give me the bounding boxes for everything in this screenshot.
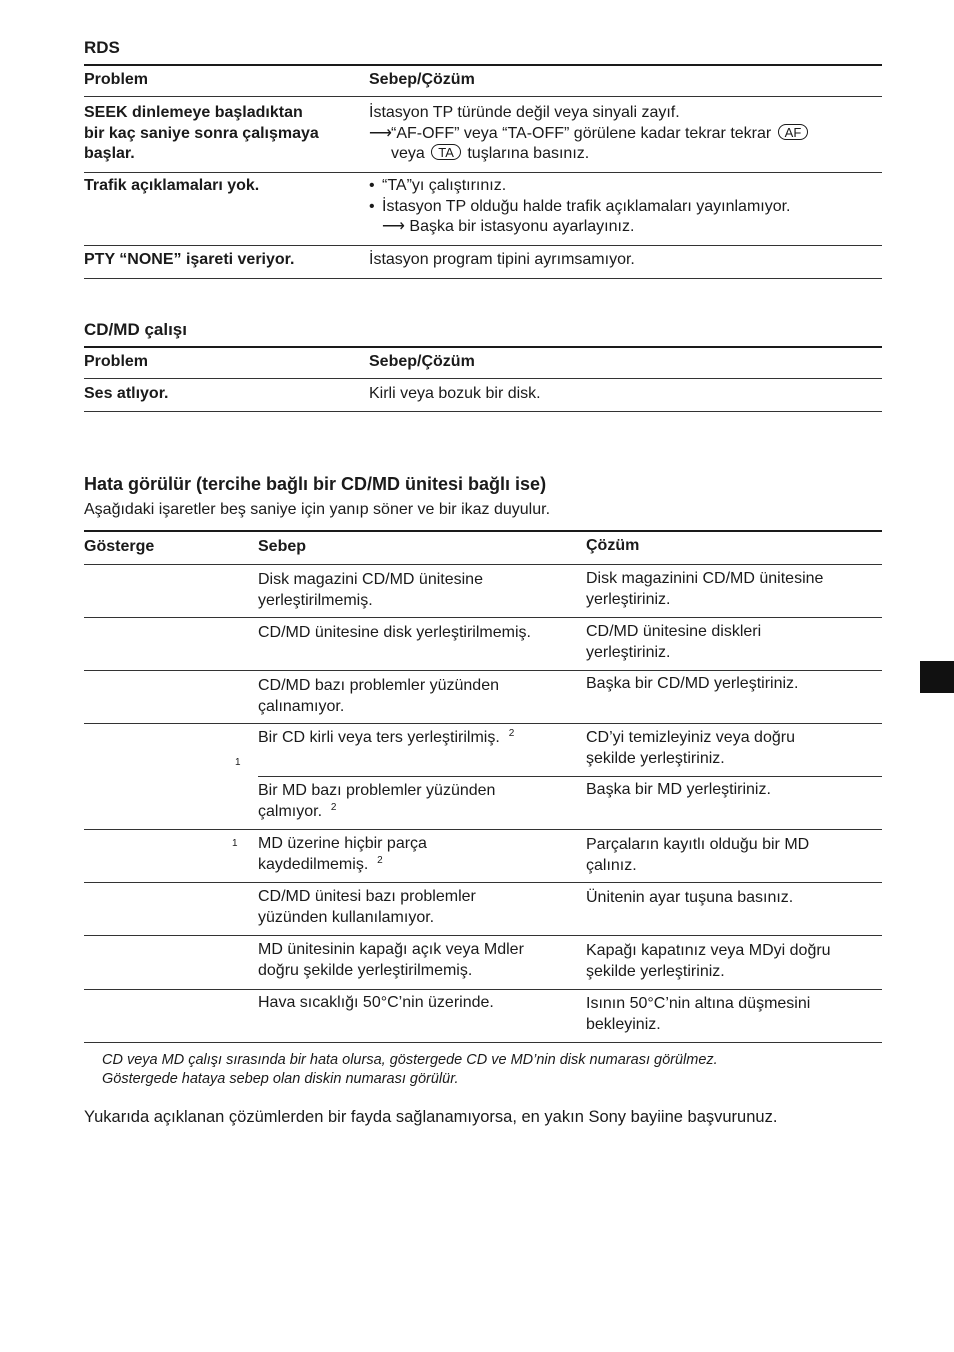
error-cause-line: CD/MD bazı problemler yüzünden <box>258 677 499 694</box>
footnote-2: Göstergede hataya sebep olan diskin numarası görülür. <box>102 1070 459 1087</box>
rds-row2-solution-text: Başka bir istasyonu ayarlayınız. <box>409 218 635 235</box>
error-solution: Ünitenin ayar tuşuna basınız. <box>586 889 794 906</box>
bullet-item <box>369 176 884 197</box>
footnote-marker: 1 <box>235 757 241 768</box>
rds-row1-solution-text: tuşlarına basınız. <box>467 145 590 162</box>
rds-section-title: RDS <box>84 38 120 57</box>
error-solution-line: Parçaların kayıtlı olduğu bir MD <box>586 836 810 853</box>
error-cause-line: çalmıyor. <box>258 802 323 820</box>
error-cause <box>258 940 524 981</box>
rds-row2-solution-line <box>369 217 884 238</box>
error-solution: Başka bir CD/MD yerleştiriniz. <box>586 675 799 692</box>
arrow-icon: ⟶ <box>382 218 405 235</box>
row-divider <box>84 829 882 830</box>
footnote <box>102 1051 718 1088</box>
error-solution-line: CD’yi temizleyiniz veya doğru <box>586 729 795 746</box>
error-cause <box>258 781 495 822</box>
rds-row1-problem <box>84 103 364 165</box>
rds-row2-cause <box>369 176 884 238</box>
bullet-icon: • <box>369 197 375 215</box>
af-key-icon: AF <box>778 124 809 140</box>
error-solution-line: Kapağı kapatınız veya MDyi doğru <box>586 942 831 959</box>
row-divider <box>84 670 882 671</box>
rds-row1-solution-text: veya <box>391 145 425 162</box>
rds-row1-cause-line: İstasyon TP türünde değil veya sinyali zayıf. <box>369 104 680 121</box>
cdmd-header-cause: Sebep/Çözüm <box>369 353 475 370</box>
error-solution-line: Isının 50°C’nin altına düşmesini <box>586 995 811 1012</box>
error-cause-line: yerleştirilmemiş. <box>258 591 373 609</box>
error-solution-line: CD/MD ünitesine diskleri <box>586 623 762 640</box>
error-cause-line: yüzünden kullanılamıyor. <box>258 908 435 926</box>
cdmd-section-title: CD/MD çalışı <box>84 320 187 339</box>
rds-header-problem: Problem <box>84 71 149 88</box>
rds-row1-problem-line: SEEK dinlemeye başladıktan <box>84 104 303 121</box>
errors-header-cause: Sebep <box>258 538 307 555</box>
error-cause-line: Disk magazini CD/MD ünitesine <box>258 571 483 588</box>
error-solution <box>586 835 809 876</box>
error-cause: Hava sıcaklığı 50°C’nin üzerinde. <box>258 994 494 1011</box>
error-cause <box>258 834 427 875</box>
error-cause-line: çalınamıyor. <box>258 697 345 715</box>
error-solution-line: yerleştiriniz. <box>586 643 671 661</box>
rds-row1-problem-line: başlar. <box>84 145 135 162</box>
errors-header-solution: Çözüm <box>586 537 640 554</box>
errors-header-rule <box>84 564 882 565</box>
error-solution <box>586 569 823 610</box>
ta-key-icon: TA <box>431 144 461 160</box>
cdmd-header-rule <box>84 378 882 379</box>
errors-header-display: Gösterge <box>84 538 155 555</box>
error-cause-line: kaydedilmemiş. <box>258 855 369 873</box>
error-cause: CD/MD ünitesine disk yerleştirilmemiş. <box>258 624 531 641</box>
footnote-marker: 2 <box>377 854 383 866</box>
arrow-icon: ⟶ <box>369 124 392 142</box>
error-cause <box>258 887 476 928</box>
rds-row1-solution-text: “AF-OFF” veya “TA-OFF” görülene kadar tekrar tekrar <box>391 124 772 142</box>
row-divider <box>84 935 882 936</box>
cdmd-bottom-rule <box>84 411 882 412</box>
rds-row1-solution-line <box>369 124 884 145</box>
sub-row-divider <box>258 776 882 777</box>
rds-row1-solution-line2 <box>369 144 884 165</box>
error-cause-line: MD ünitesinin kapağı açık veya Mdler <box>258 941 524 958</box>
rds-bottom-rule <box>84 278 882 279</box>
bullet-text: “TA”yı çalıştırınız. <box>382 177 507 194</box>
errors-top-rule <box>84 530 882 532</box>
footnote-marker: 2 <box>330 801 337 813</box>
cdmd-top-rule <box>84 346 882 348</box>
row-divider <box>84 882 882 883</box>
page-thumb-tab <box>920 661 954 693</box>
error-cause-line: Bir CD kirli veya ters yerleştirilmiş. <box>258 729 500 746</box>
error-solution <box>586 994 810 1035</box>
rds-row1-problem-line: bir kaç saniye sonra çalışmaya <box>84 124 319 142</box>
error-cause-line: Bir MD bazı problemler yüzünden <box>258 782 496 799</box>
row-divider <box>84 989 882 990</box>
rds-row2-problem: Trafik açıklamaları yok. <box>84 177 260 194</box>
rds-top-rule <box>84 64 882 66</box>
rds-header-cause: Sebep/Çözüm <box>369 71 475 88</box>
footnote-marker: 2 <box>508 728 515 739</box>
error-solution-line: çalınız. <box>586 856 637 874</box>
errors-bottom-rule <box>84 1042 882 1043</box>
error-solution <box>586 622 761 663</box>
error-cause-line: CD/MD ünitesi bazı problemler <box>258 888 476 905</box>
error-solution-line: şekilde yerleştiriniz. <box>586 962 725 980</box>
error-solution-line: şekilde yerleştiriniz. <box>586 749 725 767</box>
row-divider <box>84 617 882 618</box>
cdmd-header-problem: Problem <box>84 353 149 370</box>
rds-row3-cause: İstasyon program tipini ayrımsamıyor. <box>369 251 635 268</box>
bullet-icon: • <box>369 177 375 194</box>
footnote-1: CD veya MD çalışı sırasında bir hata olursa, göstergede CD ve MD’nin disk numarası görülmez. <box>102 1052 718 1068</box>
error-solution <box>586 941 831 982</box>
errors-intro: Aşağıdaki işaretler beş saniye için yanıp söner ve bir ikaz duyulur. <box>84 501 551 518</box>
error-cause <box>258 728 514 749</box>
cdmd-row-problem: Ses atlıyor. <box>84 385 169 402</box>
rds-header-rule <box>84 96 882 97</box>
footnote-marker: 1 <box>232 838 238 849</box>
error-cause <box>258 570 483 611</box>
error-cause <box>258 676 499 717</box>
errors-section-title: Hata görülür (tercihe bağlı bir CD/MD ünitesi bağlı ise) <box>84 474 547 494</box>
row-divider <box>84 723 882 724</box>
error-solution-line: Disk magazinini CD/MD ünitesine <box>586 570 824 587</box>
error-solution: Başka bir MD yerleştiriniz. <box>586 781 771 798</box>
closing-text: Yukarıda açıklanan çözümlerden bir fayda sağlanamıyorsa, en yakın Sony bayiine başvurunuz. <box>84 1108 778 1126</box>
rds-row1-cause <box>369 103 884 165</box>
row-divider <box>84 245 882 246</box>
error-cause-line: doğru şekilde yerleştirilmemiş. <box>258 961 473 979</box>
error-solution-line: bekleyiniz. <box>586 1015 661 1033</box>
bullet-text: İstasyon TP olduğu halde trafik açıklamaları yayınlamıyor. <box>382 197 791 215</box>
rds-row3-problem: PTY “NONE” işareti veriyor. <box>84 251 295 268</box>
cdmd-row-cause: Kirli veya bozuk bir disk. <box>369 385 541 402</box>
bullet-item <box>369 197 884 218</box>
error-cause-line: MD üzerine hiçbir parça <box>258 835 427 852</box>
error-solution <box>586 728 795 769</box>
error-solution-line: yerleştiriniz. <box>586 590 671 608</box>
row-divider <box>84 172 882 173</box>
